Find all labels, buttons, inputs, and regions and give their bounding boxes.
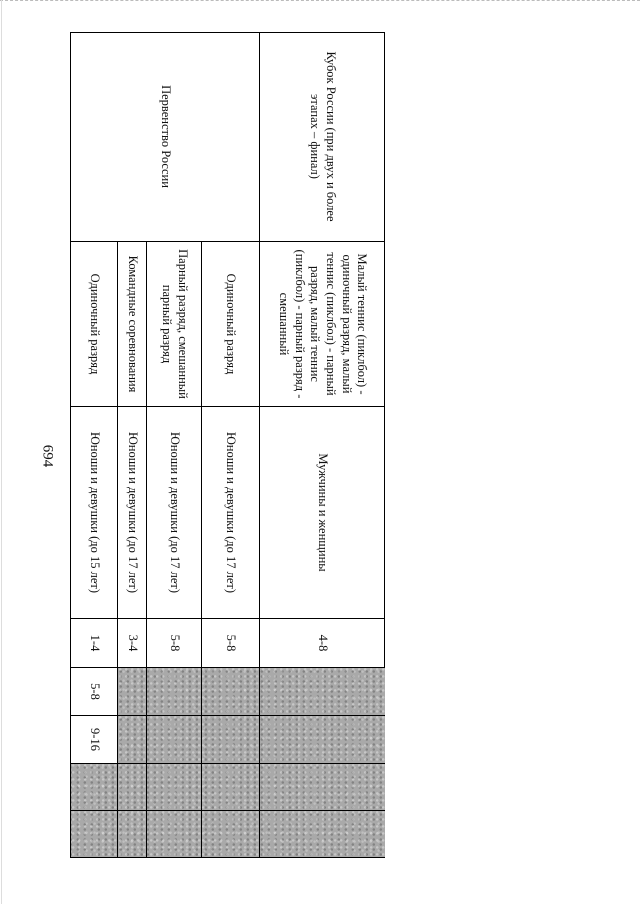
discipline-cell <box>259 242 385 407</box>
shaded-cell <box>146 811 201 858</box>
places-cell <box>70 619 117 668</box>
group-label: Юноши и девушки (до 17 лет) <box>125 431 140 594</box>
group-cell <box>201 407 259 619</box>
group-label: Юноши и девушки (до 17 лет) <box>167 431 182 594</box>
group-label: Мужчины и женщины <box>316 453 331 572</box>
group-cell <box>146 407 201 619</box>
group-label: Юноши и девушки (до 15 лет) <box>87 431 102 594</box>
shaded-cell <box>259 716 385 764</box>
discipline-cell <box>201 242 259 407</box>
shaded-cell <box>201 811 259 858</box>
discipline-label: Командные соревнования <box>125 255 140 393</box>
places-cell <box>259 619 385 668</box>
places-cell <box>201 619 259 668</box>
discipline-label: Малый теннис (пиклбол) - одиночный разряд, малый теннис (пиклбол) - парный разряд, малый теннис (пиклбол) - парный разряд - смешанный <box>277 249 370 399</box>
shaded-cell <box>117 668 146 716</box>
competition-cup-label: Кубок России (при двух и более этапах – финал) <box>308 51 339 222</box>
discipline-label: Парный разряд, смешанный парный разряд <box>160 249 190 399</box>
sports-ranking-table <box>70 32 385 858</box>
competition-championship-cell <box>70 32 259 242</box>
group-cell <box>117 407 146 619</box>
discipline-cell <box>146 242 201 407</box>
places-cell <box>70 668 117 716</box>
group-cell <box>259 407 385 619</box>
table-rotated-body <box>70 32 385 858</box>
shaded-cell <box>70 764 117 811</box>
shaded-cell <box>117 764 146 811</box>
shaded-cell <box>259 668 385 716</box>
shaded-cell <box>201 668 259 716</box>
page-number: 694 <box>39 444 56 468</box>
places-value: 9-16 <box>87 728 102 751</box>
discipline-cell <box>117 242 146 407</box>
shaded-cell <box>259 764 385 811</box>
shaded-cell <box>201 716 259 764</box>
places-value: 5-8 <box>87 683 102 700</box>
shaded-cell <box>201 764 259 811</box>
places-cell <box>117 619 146 668</box>
shaded-cell <box>117 716 146 764</box>
shaded-cell <box>146 716 201 764</box>
competition-championship-label: Первенство России <box>158 85 173 188</box>
discipline-label: Одиночный разряд <box>87 273 102 375</box>
shaded-cell <box>146 764 201 811</box>
group-cell <box>70 407 117 619</box>
shaded-cell <box>70 811 117 858</box>
places-cell <box>146 619 201 668</box>
shaded-cell <box>259 811 385 858</box>
scan-edge-left <box>1 0 2 904</box>
shaded-cell <box>117 811 146 858</box>
places-value: 5-8 <box>167 634 182 652</box>
shaded-cell <box>146 668 201 716</box>
group-label: Юноши и девушки (до 17 лет) <box>224 431 239 594</box>
scan-edge <box>0 0 640 11</box>
competition-cup-cell <box>259 32 385 242</box>
places-value: 3-4 <box>125 634 140 652</box>
places-cell <box>70 716 117 764</box>
places-value: 1-4 <box>87 634 102 652</box>
places-value: 5-8 <box>224 634 239 652</box>
discipline-cell <box>70 242 117 407</box>
places-value: 4-8 <box>316 634 331 652</box>
discipline-label: Одиночный разряд <box>224 273 239 375</box>
